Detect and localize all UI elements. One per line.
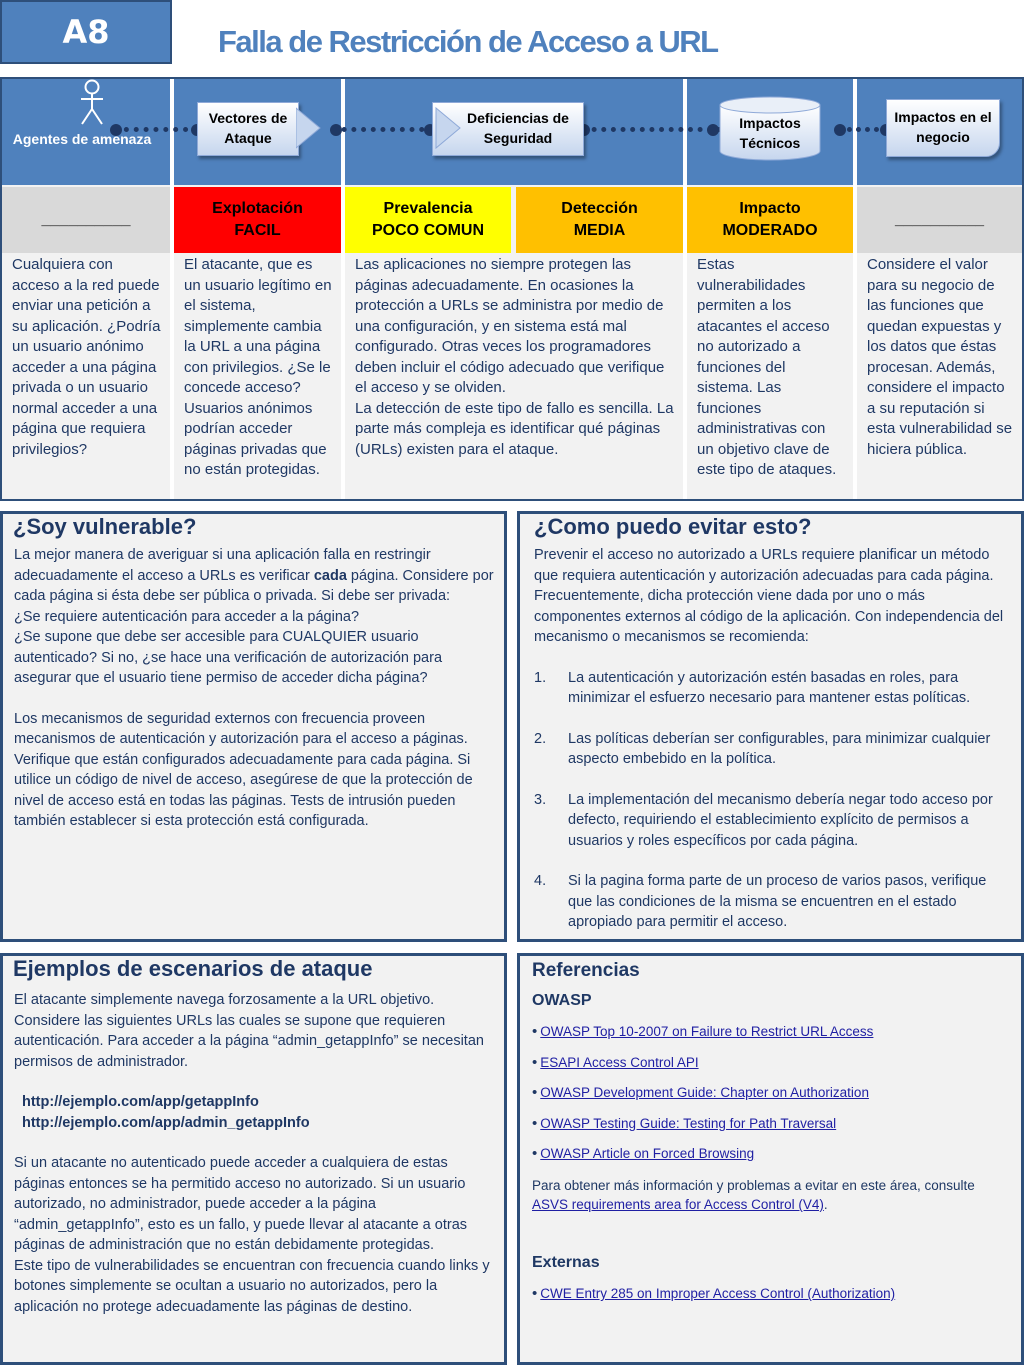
examples-body (14, 990, 494, 1317)
paragraph: Este tipo de vulnerabilidades se encuentran con frecuencia cuando links y botones simplemente se ocultan a usuario no autorizados, pero la aplicación no protege adecuadamente las páginas de destino. (14, 1257, 490, 1315)
exploitability-label: Explotación (212, 199, 303, 217)
item-text: La implementación del mecanismo debería negar todo acceso por defecto, requiriendo el establecimiento explícito de permisos a usuarios y roles específicos por cada página. (568, 791, 993, 849)
text: . (823, 1197, 828, 1212)
reference-link[interactable]: OWASP Top 10-2007 on Failure to Restrict URL Access (540, 1024, 874, 1039)
detectability-value: MEDIA (573, 222, 626, 239)
reference-item (532, 1023, 1013, 1040)
bullet-icon: • (532, 1023, 538, 1040)
impact-value: MODERADO (722, 222, 818, 239)
section-heading: ¿Soy vulnerable? (13, 514, 197, 539)
question-text: ¿Se supone que debe ser accesible para CUALQUIER usuario autenticado? Si no, ¿se hace una verificación de autorización para asegurar que el usuario tiene permiso de acceder dicha página? (14, 629, 443, 686)
business-impacts-node (886, 99, 1000, 157)
prevention-body (534, 545, 1009, 933)
emphasis-text: cada (313, 567, 347, 584)
prevention-panel (517, 511, 1024, 942)
detectability-rating (516, 187, 683, 253)
technical-impacts-label: Impactos Técnicos (739, 115, 801, 151)
threat-agents-label: Agentes de amenaza (12, 131, 152, 147)
impact-label: Impacto (739, 199, 801, 217)
business-impacts-label: Impactos en el negocio (894, 109, 992, 145)
impact-rating (687, 187, 853, 253)
reference-item (532, 1115, 1013, 1132)
vulnerable-body (14, 545, 494, 832)
reference-link[interactable]: OWASP Article on Forced Browsing (540, 1146, 755, 1161)
business-rating (857, 187, 1022, 253)
item-number: 1. (534, 669, 547, 686)
vectors-description: El atacante, que es un usuario legítimo en el sistema, simplemente cambia la URL a una página con privilegios. ¿Se le concede acceso? Usuarios anónimos podrían acceder páginas privadas que no están protegidas. (184, 256, 332, 478)
agents-rating (2, 187, 170, 253)
technical-impacts-description: Estas vulnerabilidades permiten a los atacantes el acceso no autorizado a funciones del sistema. Las funciones administrativas con un objetivo clave de este tipo de ataques. (697, 256, 837, 478)
recommendation-item (534, 790, 1009, 852)
reference-link[interactable]: CWE Entry 285 on Improper Access Control (Authorization) (540, 1286, 896, 1301)
page-title: Falla de Restricción de Acceso a URL (218, 24, 718, 59)
paragraph: Los mecanismos de seguridad externos con frecuencia proveen mecanismos de autenticación y autorización para el acceso a páginas. Verifique que están configurados adecuadamente para cada página. Si utilice un código de nivel de acceso, asegúrese de que la protección de nivel de acceso está en todas las páginas. Tests de intrusión pueden también establecer si esta protección está configurada. (14, 710, 473, 829)
item-number: 3. (534, 791, 547, 808)
reference-link[interactable]: OWASP Development Guide: Chapter on Authorization (540, 1085, 869, 1100)
exploitability-value: FACIL (234, 222, 281, 239)
prevalence-rating (345, 187, 511, 253)
prevalence-value: POCO COMUN (372, 222, 484, 239)
bullet-icon: • (532, 1053, 538, 1071)
external-subheading: Externas (532, 1254, 600, 1271)
section-heading: Referencias (532, 960, 640, 981)
business-rating-blank: __________ (895, 210, 984, 228)
more-info (532, 1176, 1013, 1214)
reference-item (532, 1054, 1013, 1071)
item-text: La autenticación y autorización estén basadas en roles, para minimizar el esfuerzo necesario para mantener estas políticas. (568, 669, 971, 706)
risk-overview-band (0, 77, 1024, 501)
risk-code-badge: A8 (0, 0, 172, 64)
agents-rating-blank: __________ (41, 210, 131, 228)
reference-link[interactable]: OWASP Testing Guide: Testing for Path Traversal (540, 1115, 837, 1131)
threat-agent-icon (78, 79, 106, 127)
recommendation-item (534, 668, 1009, 709)
security-weaknesses-label: Deficiencias de Seguridad (467, 110, 569, 146)
question-text: ¿Se requiere autenticación para acceder a la página? (14, 608, 360, 625)
weakness-paragraph: Las aplicaciones no siempre protegen las páginas adecuadamente. En ocasiones la protección a URLs se administra por medio de una configuración, y en sistema está mal configurado. Otras veces los programadores deben incluir el código adecuado que verifique el acceso y se olviden. (355, 256, 665, 396)
references-panel (517, 953, 1024, 1365)
exploitability-rating (174, 187, 341, 253)
reference-item (532, 1285, 1013, 1302)
flow-connector (582, 127, 722, 132)
item-text: Si la pagina forma parte de un proceso de varios pasos, verifique que las condiciones de la misma se encuentren en el estado apropiado para permitir el acceso. (568, 873, 987, 930)
recommendation-list (534, 668, 1009, 933)
recommendation-item (534, 729, 1009, 770)
asvs-link[interactable]: ASVS requirements area for Access Control (V4) (532, 1197, 824, 1212)
bullet-icon: • (532, 1114, 538, 1132)
attack-vectors-label: Vectores de Ataque (208, 110, 288, 146)
text: página. Considere por cada página si ésta debe ser pública o privada. Si debe ser privada: (14, 567, 494, 604)
flow-connector (332, 127, 434, 132)
reference-item (532, 1145, 1013, 1162)
flow-dot (834, 124, 846, 136)
text: La mejor manera de averiguar si una aplicación falla en restringir adecuadamente el acceso a URLs es verificar (14, 547, 431, 584)
bullet-icon: • (532, 1285, 538, 1302)
agents-description: Cualquiera con acceso a la red puede enviar una petición a su aplicación. ¿Podría un usuario anónimo acceder a una página privada o un usuario normal acceder a una página que requiera privilegios? (12, 256, 161, 458)
arrow-right-icon (434, 102, 464, 154)
flow-dot (330, 124, 342, 136)
recommendation-item (534, 871, 1009, 933)
reference-link[interactable]: ESAPI Access Control API (540, 1054, 699, 1070)
am-i-vulnerable-panel (0, 511, 507, 942)
bullet-icon: • (532, 1145, 538, 1162)
section-heading: ¿Como puedo evitar esto? (534, 514, 812, 539)
example-url: http://ejemplo.com/app/getappInfo (22, 1094, 259, 1110)
attack-vectors-node (197, 102, 299, 156)
paragraph: El atacante simplemente navega forzosamente a la URL objetivo. Considere las siguientes URLs las cuales se supone que requieren autenticación. Para acceder a la página “admin_getappInfo” se necesitan permisos de administrador. (14, 992, 484, 1070)
text: Para obtener más información y problemas a evitar en este área, consulte (532, 1178, 975, 1193)
business-impacts-description: Considere el valor para su negocio de las funciones que quedan expuestas y los datos que éstas procesan. Además, considere el impacto a su reputación si esta vulnerabilidad se hiciera pública. (867, 256, 1013, 458)
item-number: 4. (534, 873, 547, 889)
reference-item (532, 1084, 1013, 1101)
owasp-subheading: OWASP (532, 992, 592, 1009)
item-text: Las políticas deberían ser configurables, para minimizar cualquier aspecto embebido en la política. (568, 730, 991, 767)
attack-examples-panel (0, 953, 507, 1365)
paragraph: Prevenir el acceso no autorizado a URLs requiere planificar un método que requiera autenticación y autorización adecuadas para cada página. Frecuentemente, dicha protección viene dada por uno o más componentes externos al código de la aplicación. Con independencia del mecanismo o mecanismos se recomienda: (534, 547, 1004, 645)
arrow-right-icon (296, 102, 322, 154)
detection-paragraph: La detección de este tipo de fallo es sencilla. La parte más compleja es identificar qué páginas (URLs) existen para el ataque. (355, 399, 674, 458)
weaknesses-description (355, 255, 677, 460)
detectability-label: Detección (561, 199, 638, 217)
paragraph: Si un atacante no autenticado puede acceder a cualquiera de estas páginas entonces se ha permitido acceso no autorizado. Si un usuario autorizado, no administrador, puede acceder a la página “admin_getappInfo”, esto es un fallo, y puede llevar al atacante a otras páginas de administración que no están debidamente protegidas. (14, 1155, 468, 1253)
section-heading: Ejemplos de escenarios de ataque (13, 956, 373, 981)
bullet-icon: • (532, 1084, 538, 1101)
item-number: 2. (534, 730, 547, 747)
example-url: http://ejemplo.com/app/admin_getappInfo (22, 1114, 310, 1131)
prevalence-label: Prevalencia (383, 199, 473, 217)
